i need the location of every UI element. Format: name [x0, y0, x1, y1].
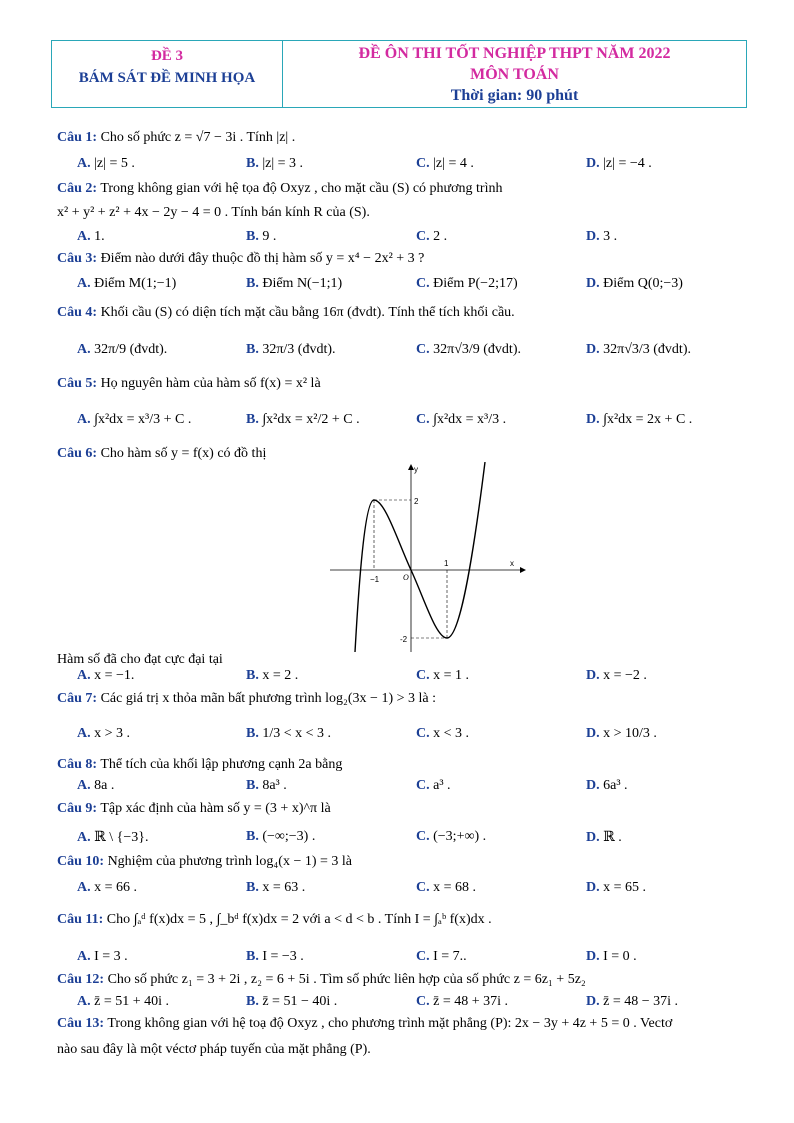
question-label: Câu 7:: [57, 691, 98, 706]
option-d: D. z̄ = 48 − 37i .: [586, 994, 679, 1009]
option-a: A. x = −1.: [77, 668, 135, 683]
option-d: D. ∫x²dx = 2x + C .: [586, 412, 693, 427]
question-9: [57, 801, 331, 817]
question-text: Tập xác định của hàm số y = (3 + x)^π là: [100, 801, 331, 816]
function-graph: [330, 462, 530, 652]
question-label: Câu 6:: [57, 446, 98, 461]
option-d: D. ℝ .: [586, 830, 622, 845]
question-1: [57, 130, 295, 146]
subject-title: MÔN TOÁN: [470, 66, 559, 83]
question-13-cont: nào sau đây là một véctơ pháp tuyến của mặt phẳng (P).: [57, 1042, 371, 1057]
tick-neg2: -2: [400, 635, 408, 644]
option-b: B. 1/3 < x < 3 .: [246, 726, 332, 741]
option-b: B. I = −3 .: [246, 949, 304, 964]
option-a: A. ∫x²dx = x³/3 + C .: [77, 412, 192, 427]
question-label: Câu 9:: [57, 801, 98, 816]
option-a: A. z̄ = 51 + 40i .: [77, 994, 170, 1009]
question-6-cont: Hàm số đã cho đạt cực đại tại: [57, 652, 223, 667]
option-c: C. Điểm P(−2;17): [416, 276, 518, 291]
question-2: [57, 181, 502, 197]
x-axis-arrow: [520, 567, 526, 573]
exam-duration: Thời gian: 90 phút: [450, 87, 579, 104]
question-12: [57, 972, 586, 988]
option-a: A. x > 3 .: [77, 726, 131, 741]
question-text: Điểm nào dưới đây thuộc đồ thị hàm số y = x⁴ − 2x² + 3 ?: [100, 251, 425, 266]
option-a: A. I = 3 .: [77, 949, 128, 964]
option-a: A. ℝ \ {−3}.: [77, 830, 149, 845]
question-text: Các giá trị x thỏa mãn bất phương trình log₂(3x − 1) > 3 là :: [100, 691, 436, 706]
exam-subtitle: BÁM SÁT ĐỀ MINH HỌA: [78, 70, 256, 86]
option-c: C. 32π√3/9 (đvdt).: [416, 342, 521, 357]
tick-neg1: −1: [370, 575, 380, 584]
option-d: D. Điểm Q(0;−3): [586, 276, 683, 291]
option-c: C. a³ .: [416, 778, 451, 793]
option-d: D. I = 0 .: [586, 949, 637, 964]
option-b: B. x = 2 .: [246, 668, 299, 683]
option-d: D. x = 65 .: [586, 880, 647, 895]
question-text: Cho số phức z = √7 − 3i . Tính |z| .: [100, 130, 296, 145]
option-b: B. ∫x²dx = x²/2 + C .: [246, 412, 360, 427]
option-a: A. x = 66 .: [77, 880, 138, 895]
question-2-cont: x² + y² + z² + 4x − 2y − 4 = 0 . Tính bán kính R của (S).: [57, 205, 370, 220]
option-a: A. 1.: [77, 229, 105, 244]
option-c: C. I = 7..: [416, 949, 467, 964]
question-8: [57, 757, 342, 773]
question-10: [57, 854, 352, 870]
option-c: C. ∫x²dx = x³/3 .: [416, 412, 507, 427]
question-text: Thể tích của khối lập phương cạnh 2a bằng: [100, 757, 343, 772]
option-c: C. x < 3 .: [416, 726, 470, 741]
option-b: B. x = 63 .: [246, 880, 306, 895]
question-label: Câu 5:: [57, 376, 98, 391]
question-label: Câu 8:: [57, 757, 98, 772]
exam-title: ĐỀ ÔN THI TỐT NGHIỆP THPT NĂM 2022: [358, 45, 671, 62]
question-text: Nghiệm của phương trình log₄(x − 1) = 3 là: [107, 854, 353, 869]
option-a: A. |z| = 5 .: [77, 156, 135, 171]
question-text: Cho hàm số y = f(x) có đồ thị: [100, 446, 267, 461]
option-c: C. x = 68 .: [416, 880, 477, 895]
question-text: Trong không gian với hệ tọa độ Oxyz , cho mặt cầu (S) có phương trình: [100, 181, 503, 196]
question-3: [57, 251, 424, 267]
exam-number: ĐỀ 3: [150, 48, 184, 64]
header-right: [283, 41, 746, 107]
option-c: C. |z| = 4 .: [416, 156, 474, 171]
question-label: Câu 4:: [57, 305, 98, 320]
option-b: B. (−∞;−3) .: [246, 829, 316, 844]
x-axis-label: x: [510, 559, 514, 568]
question-7: [57, 691, 436, 707]
option-b: B. 9 .: [246, 229, 277, 244]
question-text: Cho ∫ₐᵈ f(x)dx = 5 , ∫_bᵈ f(x)dx = 2 với a < d < b . Tính I = ∫ₐᵇ f(x)dx .: [106, 912, 492, 927]
question-label: Câu 11:: [57, 912, 104, 927]
option-d: D. 3 .: [586, 229, 618, 244]
tick-1: 1: [444, 559, 449, 568]
option-c: C. z̄ = 48 + 37i .: [416, 994, 509, 1009]
cubic-curve: [355, 462, 485, 652]
option-a: A. 32π/9 (đvdt).: [77, 342, 168, 357]
question-6: [57, 446, 266, 462]
header-left: [52, 41, 283, 107]
question-4: [57, 305, 515, 321]
option-c: C. x = 1 .: [416, 668, 470, 683]
question-label: Câu 3:: [57, 251, 98, 266]
option-d: D. 6a³ .: [586, 778, 628, 793]
exam-header: [51, 40, 747, 108]
question-label: Câu 1:: [57, 130, 98, 145]
option-b: B. 32π/3 (đvdt).: [246, 342, 336, 357]
question-text: Họ nguyên hàm của hàm số f(x) = x² là: [100, 376, 321, 391]
option-b: B. |z| = 3 .: [246, 156, 304, 171]
option-d: D. 32π√3/3 (đvdt).: [586, 342, 691, 357]
option-b: B. z̄ = 51 − 40i .: [246, 994, 338, 1009]
option-d: D. x = −2 .: [586, 668, 647, 683]
option-c: C. 2 .: [416, 229, 448, 244]
option-b: B. Điểm N(−1;1): [246, 276, 343, 291]
question-text: Cho số phức z₁ = 3 + 2i , z₂ = 6 + 5i . Tìm số phức liên hợp của số phức z = 6z₁ + 5z₂: [107, 972, 586, 987]
tick-2: 2: [414, 497, 419, 506]
option-c: C. (−3;+∞) .: [416, 829, 487, 844]
question-5: [57, 376, 321, 392]
question-text: Trong không gian với hệ toạ độ Oxyz , cho phương trình mặt phẳng (P): 2x − 3y + 4z + 5 = 0 . Vectơ: [107, 1016, 673, 1031]
option-d: D. x > 10/3 .: [586, 726, 657, 741]
option-b: B. 8a³ .: [246, 778, 287, 793]
question-13: [57, 1016, 672, 1032]
question-text: Khối cầu (S) có diện tích mặt cầu bằng 16π (đvdt). Tính thể tích khối cầu.: [100, 305, 515, 320]
option-a: A. Điểm M(1;−1): [77, 276, 177, 291]
y-axis-label: y: [414, 465, 418, 474]
question-label: Câu 13:: [57, 1016, 105, 1031]
option-d: D. |z| = −4 .: [586, 156, 652, 171]
question-label: Câu 10:: [57, 854, 105, 869]
question-11: [57, 912, 492, 928]
origin-label: O: [403, 573, 409, 582]
option-a: A. 8a .: [77, 778, 115, 793]
question-label: Câu 2:: [57, 181, 98, 196]
question-label: Câu 12:: [57, 972, 105, 987]
